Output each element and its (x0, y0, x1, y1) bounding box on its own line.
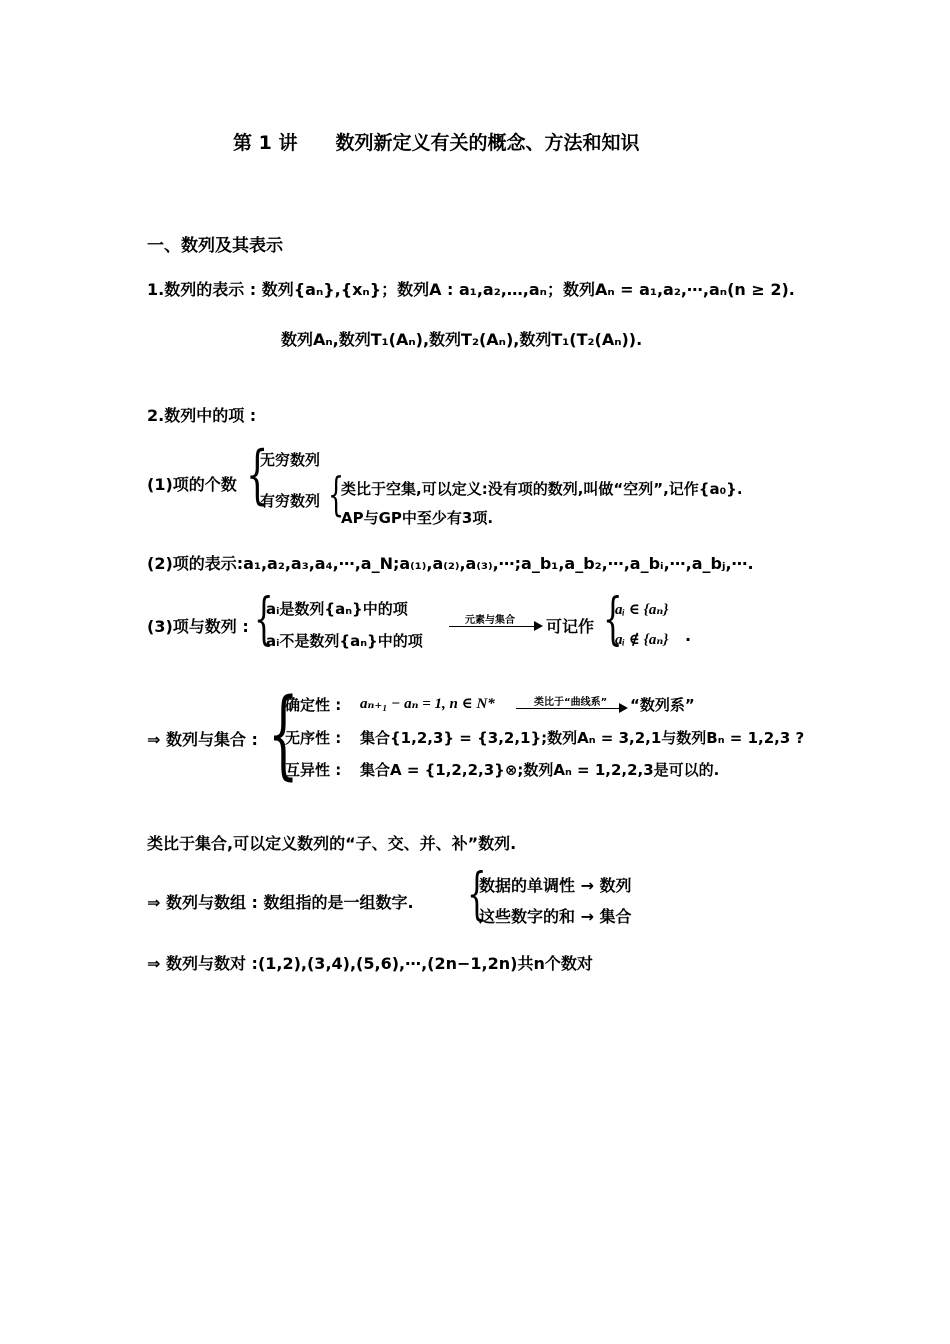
sum-row: 这些数字的和 → 集合 (479, 907, 632, 926)
left-brace: { (467, 862, 487, 927)
sequence-family: “数列系” (630, 696, 695, 714)
left-brace: { (268, 678, 299, 790)
arrow-head (534, 621, 543, 631)
sequence-representation-line: 1.数列的表示 : 数列{aₙ},{xₙ}；数列A : a₁,a₂,…,aₙ；数列Aₙ = a₁,a₂,⋯,aₙ(n ≥ 2). (147, 280, 795, 299)
period: . (685, 626, 692, 645)
membership-notin: aᵢ ∉ {aₙ} (615, 632, 669, 648)
sequence-notation-examples: 数列Aₙ,数列T₁(Aₙ),数列T₂(Aₙ),数列T₁(T₂(Aₙ)). (281, 330, 643, 349)
arrow (449, 626, 535, 627)
distinct-heading: 互异性 : (285, 761, 342, 779)
arrow-head (619, 703, 628, 713)
page-title: 第 1 讲 数列新定义有关的概念、方法和知识 (233, 132, 640, 154)
sequence-vs-pairs: ⇒ 数列与数对 :(1,2),(3,4),(5,6),⋯,(2n−1,2n)共n个数对 (147, 954, 593, 973)
curve-family-label: 类比于“曲线系” (534, 697, 608, 708)
unordered-heading: 无序性 : (285, 729, 342, 747)
left-brace: { (603, 587, 623, 652)
term-representation: (2)项的表示:a₁,a₂,a₃,a₄,⋯,a_N;a₍₁₎,a₍₂₎,a₍₃₎,⋯;a_b₁,a_b₂,⋯,a_bᵢ,⋯,a_bⱼ,⋯. (147, 554, 754, 573)
membership-in: aᵢ ∈ {aₙ} (615, 602, 669, 618)
arrow (516, 708, 620, 709)
term-vs-sequence-label: (3)项与数列 : (147, 617, 249, 636)
distinct-body: 集合A = {1,2,2,3}⊗;数列Aₙ = 1,2,2,3是可以的. (360, 761, 720, 779)
analogy-line: 类比于集合,可以定义数列的“子、交、并、补”数列. (147, 834, 517, 853)
monotonicity-row: 数据的单调性 → 数列 (479, 876, 632, 895)
infinite-sequence: 无穷数列 (260, 451, 321, 469)
term-not-in-sequence: aᵢ不是数列{aₙ}中的项 (266, 632, 423, 650)
arrow-label: 元素与集合 (465, 615, 515, 626)
empty-sequence-note: 类比于空集,可以定义:没有项的数列,叫做“空列”,记作{a₀}. (341, 480, 743, 498)
determinacy-heading: 确定性 : (285, 696, 342, 714)
left-brace: { (254, 587, 274, 652)
unordered-body: 集合{1,2,3} = {3,2,1};数列Aₙ = 3,2,1与数列Bₙ = 1,2,3 ? (360, 729, 805, 747)
determinacy-math: aₙ₊₁ − aₙ = 1, n ∈ N* (360, 696, 495, 712)
left-brace: { (328, 467, 345, 521)
sequence-vs-set-label: ⇒ 数列与集合 : (147, 730, 258, 749)
left-brace: { (246, 438, 269, 512)
section-heading: 一、数列及其表示 (147, 236, 283, 256)
term-in-sequence: aᵢ是数列{aₙ}中的项 (266, 600, 408, 618)
finite-sequence: 有穷数列 (260, 492, 321, 510)
can-be-written: 可记作 (546, 617, 595, 636)
sequence-vs-array-label: ⇒ 数列与数组 : 数组指的是一组数字. (147, 893, 414, 912)
term-count-label: (1)项的个数 (147, 475, 237, 494)
terms-heading: 2.数列中的项 : (147, 406, 257, 425)
ap-gp-note: AP与GP中至少有3项. (341, 509, 494, 527)
